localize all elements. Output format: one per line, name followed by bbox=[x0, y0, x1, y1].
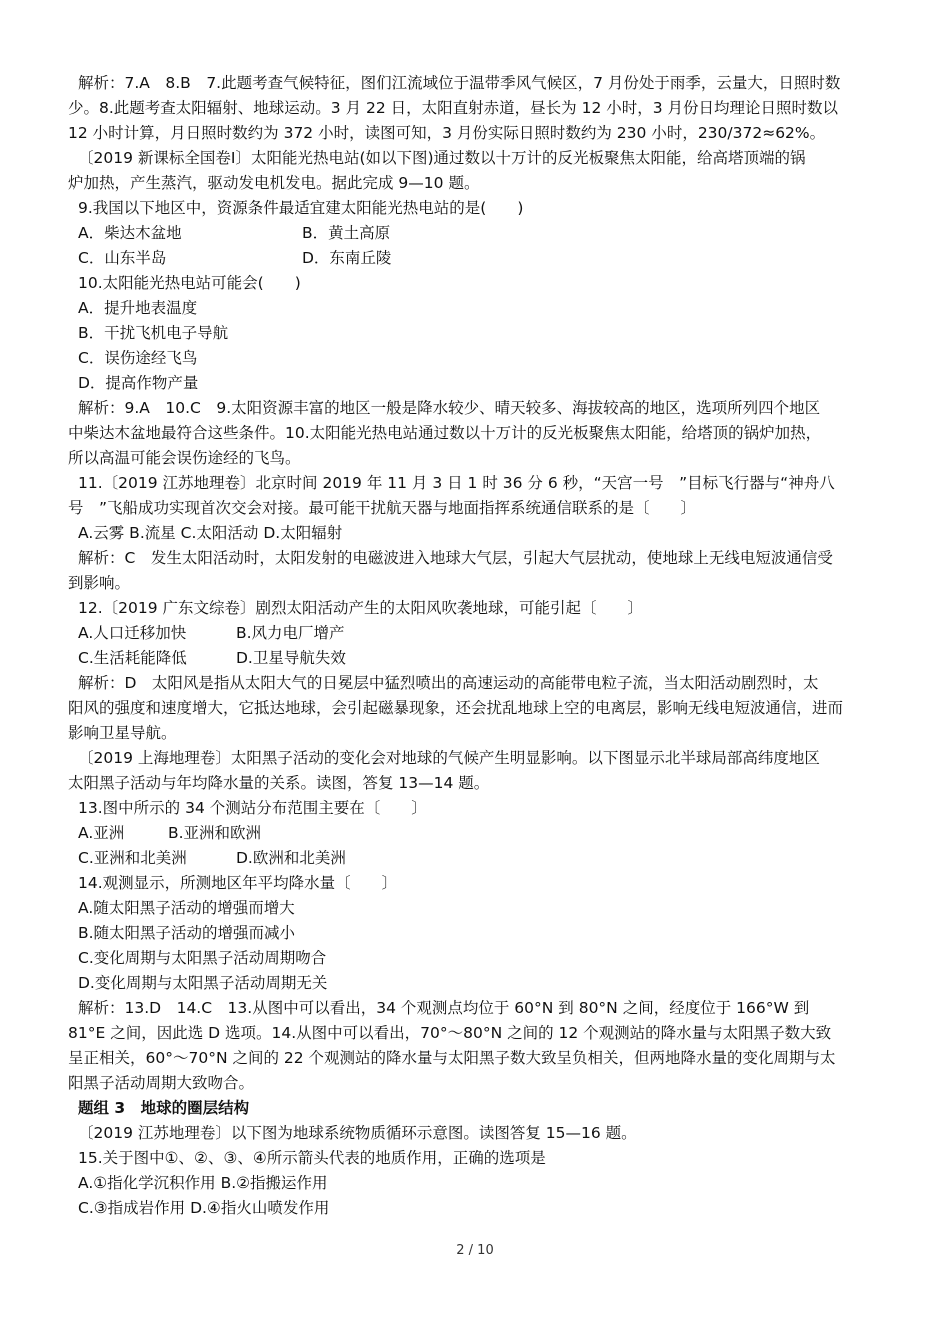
question-11: 11.〔2019 江苏地理卷〕北京时间 2019 年 11 月 3 日 1 时 36 分 6 秒，“天宫一号 ”目标飞行器与“神舟八 bbox=[78, 474, 835, 492]
options-row bbox=[78, 846, 898, 871]
text-line: 中柴达木盆地最符合这些条件。10.太阳能光热电站通过数以十万计的反光板聚焦太阳能，给塔顶的锅炉加热， bbox=[68, 424, 822, 442]
text-line: 12 小时计算，月日照时数约为 372 小时，读图可知，3 月份实际日照时数约为 230 小时，230/372≈62%。 bbox=[68, 124, 826, 142]
text-line: 炉加热，产生蒸汽，驱动发电机发电。据此完成 9—10 题。 bbox=[68, 174, 480, 192]
options-row bbox=[78, 821, 898, 846]
options-row bbox=[78, 621, 898, 646]
options-row bbox=[78, 246, 898, 271]
question-intro-13-14: 〔2019 上海地理卷〕太阳黑子活动的变化会对地球的气候产生明显影响。以下图显示北半球局部高纬度地区 bbox=[78, 749, 820, 767]
text-line: 到影响。 bbox=[68, 574, 131, 592]
option-14d: D.变化周期与太阳黑子活动周期无关 bbox=[78, 974, 328, 992]
options-15-ab: A.①指化学沉积作用 B.②指搬运作用 bbox=[78, 1174, 328, 1192]
text-line: 少。8.此题考查太阳辐射、地球运动。3 月 22 日，太阳直射赤道，昼长为 12 小时，3 月份日均理论日照时数以 bbox=[68, 99, 839, 117]
option-13c: C.亚洲和北美洲 bbox=[78, 849, 187, 867]
question-15: 15.关于图中①、②、③、④所示箭头代表的地质作用，正确的选项是 bbox=[78, 1149, 546, 1167]
option-9c: C．山东半岛 bbox=[78, 249, 167, 267]
option-9d: D．东南丘陵 bbox=[302, 249, 392, 267]
option-12b: B.风力电厂增产 bbox=[236, 624, 345, 642]
text-line: 81°E 之间，因此选 D 选项。14.从图中可以看出，70°～80°N 之间的 12 个观测站的降水量与太阳黑子数大致 bbox=[68, 1024, 832, 1042]
option-10c: C．误伤途经飞鸟 bbox=[78, 349, 198, 367]
text-line: 太阳黑子活动与年均降水量的关系。读图，答复 13—14 题。 bbox=[68, 774, 490, 792]
answer-11: 解析：C 发生太阳活动时，太阳发射的电磁波进入地球大气层，引起大气层扰动，使地球上无线电短波通信受 bbox=[78, 549, 833, 567]
option-9b: B．黄土高原 bbox=[302, 224, 391, 242]
options-row bbox=[78, 221, 898, 246]
text-line: 阳黑子活动周期大致吻合。 bbox=[68, 1074, 255, 1092]
question-9: 9.我国以下地区中，资源条件最适宜建太阳能光热电站的是( ) bbox=[78, 199, 524, 217]
answer-13-14: 解析：13.D 14.C 13.从图中可以看出，34 个观测点均位于 60°N 到 80°N 之间，经度位于 166°W 到 bbox=[78, 999, 810, 1017]
question-12: 12.〔2019 广东文综卷〕剧烈太阳活动产生的太阳风吹袭地球，可能引起〔 〕 bbox=[78, 599, 644, 617]
option-10a: A．提升地表温度 bbox=[78, 299, 198, 317]
question-intro-15-16: 〔2019 江苏地理卷〕以下图为地球系统物质循环示意图。读图答复 15—16 题。 bbox=[78, 1124, 637, 1142]
question-10: 10.太阳能光热电站可能会( ) bbox=[78, 274, 301, 292]
question-intro-9-10: 〔2019 新课标全国卷Ⅰ〕太阳能光热电站(如以下图)通过数以十万计的反光板聚焦太阳能，给高塔顶端的锅 bbox=[78, 149, 806, 167]
answer-12: 解析：D 太阳风是指从太阳大气的日冕层中猛烈喷出的高速运动的高能带电粒子流，当太阳活动剧烈时，太 bbox=[78, 674, 819, 692]
text-line: 所以高温可能会误伤途经的飞鸟。 bbox=[68, 449, 301, 467]
option-12c: C.生活耗能降低 bbox=[78, 649, 187, 667]
option-14b: B.随太阳黑子活动的增强而减小 bbox=[78, 924, 296, 942]
option-12a: A.人口迁移加快 bbox=[78, 624, 187, 642]
text-line: 影响卫星导航。 bbox=[68, 724, 177, 742]
option-9a: A．柴达木盆地 bbox=[78, 224, 182, 242]
text-line: 呈正相关，60°～70°N 之间的 22 个观测站的降水量与太阳黑子数大致呈负相关，但两地降水量的变化周期与太 bbox=[68, 1049, 836, 1067]
text-line: 阳风的强度和速度增大，它抵达地球，会引起磁暴现象，还会扰乱地球上空的电离层，影响无线电短波通信，进而 bbox=[68, 699, 844, 717]
text-line: 号 ”飞船成功实现首次交会对接。最可能干扰航天器与地面指挥系统通信联系的是〔 〕 bbox=[68, 499, 697, 517]
options-15-cd: C.③指成岩作用 D.④指火山喷发作用 bbox=[78, 1199, 330, 1217]
options-row bbox=[78, 646, 898, 671]
answer-7-8: 解析：7.A 8.B 7.此题考查气候特征，图们江流域位于温带季风气候区，7 月份处于雨季，云量大，日照时数 bbox=[78, 74, 841, 92]
options-11: A.云雾 B.流星 C.太阳活动 D.太阳辐射 bbox=[78, 524, 343, 542]
option-10b: B．干扰飞机电子导航 bbox=[78, 324, 229, 342]
page-number: 2 / 10 bbox=[456, 1243, 494, 1258]
option-14a: A.随太阳黑子活动的增强而增大 bbox=[78, 899, 295, 917]
option-13d: D.欧洲和北美洲 bbox=[236, 849, 346, 867]
answer-9-10: 解析：9.A 10.C 9.太阳资源丰富的地区一般是降水较少、晴天较多、海拔较高的地区，选项所列四个地区 bbox=[78, 399, 821, 417]
section-heading: 题组 3 地球的圈层结构 bbox=[78, 1099, 250, 1117]
option-10d: D．提高作物产量 bbox=[78, 374, 199, 392]
question-14: 14.观测显示，所测地区年平均降水量〔 〕 bbox=[78, 874, 398, 892]
option-14c: C.变化周期与太阳黑子活动周期吻合 bbox=[78, 949, 327, 967]
option-12d: D.卫星导航失效 bbox=[236, 649, 346, 667]
option-13a: A.亚洲 bbox=[78, 824, 125, 842]
question-13: 13.图中所示的 34 个测站分布范围主要在〔 〕 bbox=[78, 799, 427, 817]
option-13b: B.亚洲和欧洲 bbox=[168, 824, 262, 842]
